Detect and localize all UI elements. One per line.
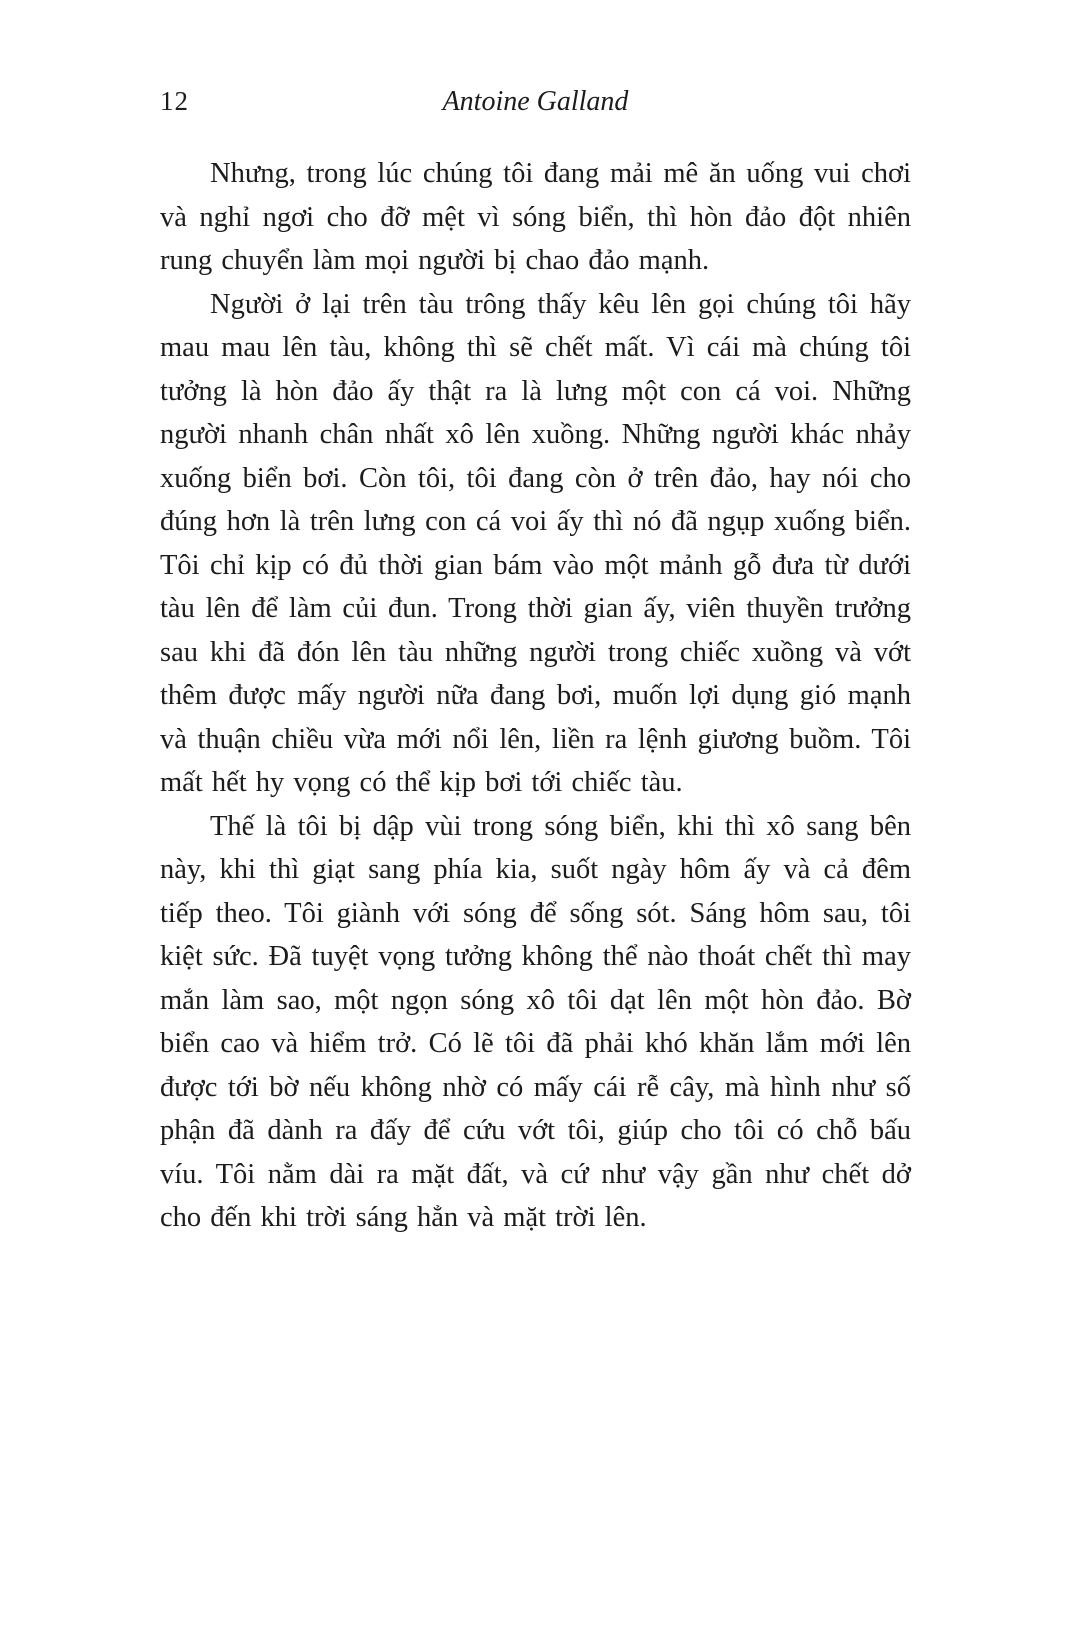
page-number: 12 [160,86,189,116]
page-header [160,86,911,126]
paragraph: Nhưng, trong lúc chúng tôi đang mải mê ăn uống vui chơi và nghỉ ngơi cho đỡ mệt vì sóng biển, thì hòn đảo đột nhiên rung chuyển làm mọi người bị chao đảo mạnh. [160,158,911,276]
paragraph: Thế là tôi bị dập vùi trong sóng biển, khi thì xô sang bên này, khi thì giạt sang phía kia, suốt ngày hôm ấy và cả đêm tiếp theo. Tôi giành với sóng để sống sót. Sáng hôm sau, tôi kiệt sức. Đã tuyệt vọng tưởng không thể nào thoát chết thì may mắn làm sao, một ngọn sóng xô tôi dạt lên một hòn đảo. Bờ biển cao và hiểm trở. Có lẽ tôi đã phải khó khăn lắm mới lên được tới bờ nếu không nhờ có mấy cái rễ cây, mà hình như số phận đã dành ra đấy để cứu vớt tôi, giúp cho tôi có chỗ bấu víu. Tôi nằm dài ra mặt đất, và cứ như vậy gần như chết dở cho đến khi trời sáng hẳn và mặt trời lên. [160,810,911,1233]
running-title: Antoine Galland [442,86,629,117]
paragraph: Người ở lại trên tàu trông thấy kêu lên gọi chúng tôi hãy mau mau lên tàu, không thì sẽ chết mất. Vì cái mà chúng tôi tưởng là hòn đảo ấy thật ra là lưng một con cá voi. Những người nhanh chân nhất xô lên xuồng. Những người khác nhảy xuống biển bơi. Còn tôi, tôi đang còn ở trên đảo, hay nói cho đúng hơn là trên lưng con cá voi ấy thì nó đã ngụp xuống biển. Tôi chỉ kịp có đủ thời gian bám vào một mảnh gỗ đưa từ dưới tàu lên để làm củi đun. Trong thời gian ấy, viên thuyền trưởng sau khi đã đón lên tàu những người trong chiếc xuồng và vớt thêm được mấy người nữa đang bơi, muốn lợi dụng gió mạnh và thuận chiều vừa mới nổi lên, liền ra lệnh giương buồm. Tôi mất hết hy vọng có thể kịp bơi tới chiếc tàu. [160,288,911,798]
text-body [160,152,911,1240]
